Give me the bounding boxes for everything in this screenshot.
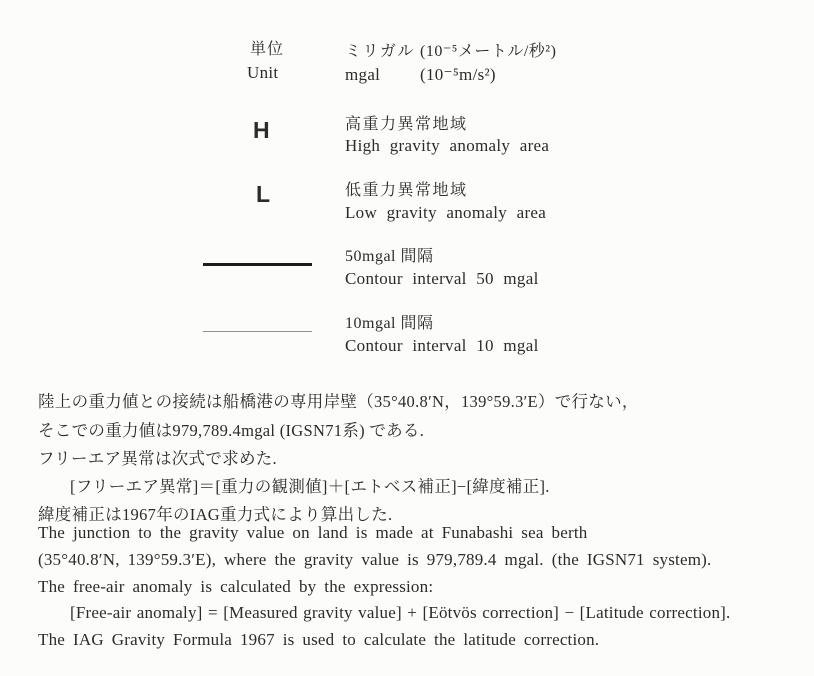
legend-contour50-desc-jp: 50mgal 間隔 <box>345 248 434 265</box>
legend-contour50-desc-en: Contour interval 50 mgal <box>345 269 539 288</box>
legend-low-desc-jp: 低重力異常地域 <box>345 182 468 199</box>
note-jp-formula-line: [フリーエア異常]＝[重力の観測値]＋[エトベス補正]−[緯度補正]. <box>70 477 550 496</box>
legend-high-desc-en: High gravity anomaly area <box>345 136 550 155</box>
note-jp-line: そこでの重力値は979,789.4mgal (IGSN71系) である. <box>38 421 425 440</box>
note-jp-line: 緯度補正は1967年のIAG重力式により算出した. <box>38 505 393 524</box>
legend-unit-label-jp: 単位 <box>250 41 285 58</box>
note-en-line: The IAG Gravity Formula 1967 is used to calculate the latitude correction. <box>38 630 600 649</box>
contour-line-thick <box>203 263 312 266</box>
legend-unit-label-en: Unit <box>247 63 279 82</box>
legend-unit-value-en: mgal <box>345 65 381 84</box>
legend-contour10-desc-en: Contour interval 10 mgal <box>345 336 539 355</box>
note-en-line: The free-air anomaly is calculated by the expression: <box>38 577 434 596</box>
note-en-line: The junction to the gravity value on land is made at Funabashi sea berth <box>38 523 588 542</box>
legend-high-desc-jp: 高重力異常地域 <box>345 116 468 133</box>
legend-unit-value-jp: ミリガル <box>345 43 415 60</box>
note-jp-line: 陸上の重力値との接続は船橋港の専用岸壁（35°40.8′N，139°59.3′E）で行ない， <box>38 392 639 411</box>
legend-unit-value-en-paren: (10⁻⁵m/s²) <box>420 65 496 84</box>
legend-contour10-desc-jp: 10mgal 間隔 <box>345 315 434 332</box>
note-en-line: (35°40.8′N, 139°59.3′E), where the gravity value is 979,789.4 mgal. (the IGSN71 system). <box>38 550 712 569</box>
contour-line-thin <box>203 331 312 332</box>
legend-unit-value-jp-paren: (10⁻⁵メートル/秒²) <box>420 43 557 60</box>
note-en-formula-line: [Free-air anomaly] = [Measured gravity value] + [Eötvös correction] − [Latitude correction]. <box>70 603 731 622</box>
legend-low-desc-en: Low gravity anomaly area <box>345 203 547 222</box>
note-jp-line: フリーエア異常は次式で求めた. <box>38 449 277 468</box>
legend-symbol-low: L <box>256 181 271 207</box>
legend-symbol-high: H <box>253 117 270 143</box>
